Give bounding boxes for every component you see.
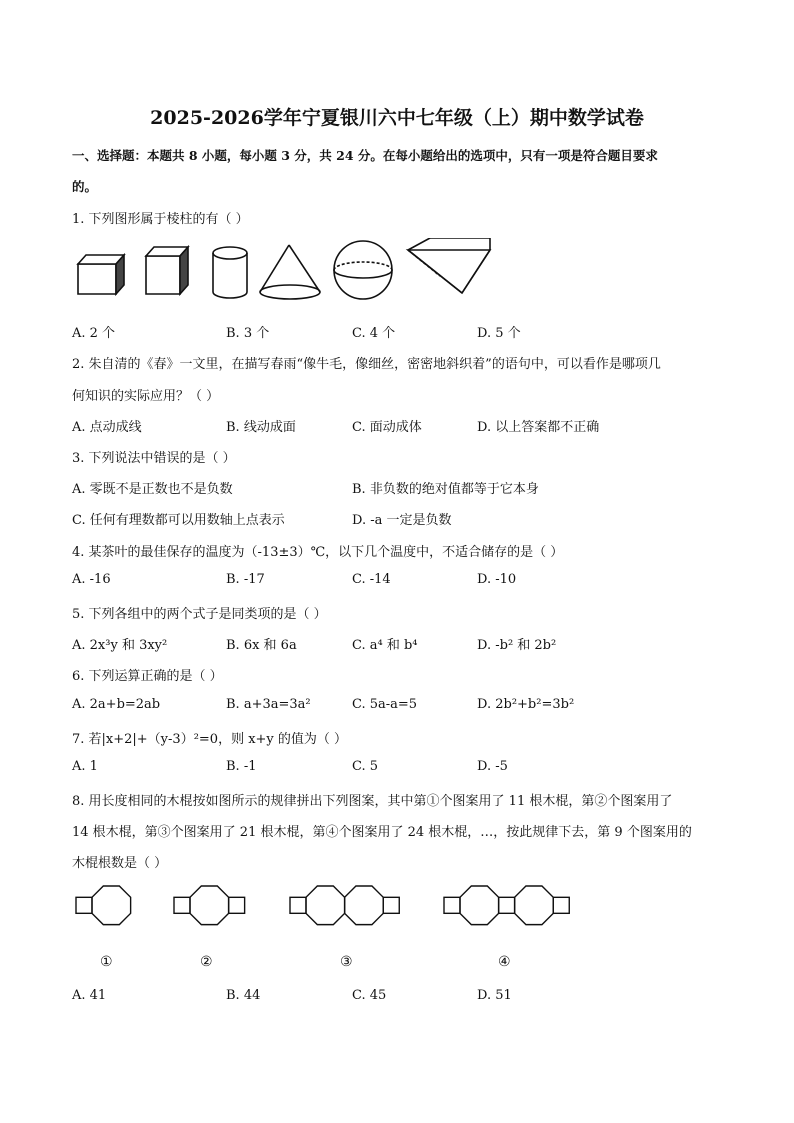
pattern4-octagon-1 bbox=[460, 886, 499, 925]
q3-option-a: A. 零既不是正数也不是负数 bbox=[72, 482, 233, 497]
pattern4-octagon-2 bbox=[515, 886, 554, 925]
q4-option-b: B. -17 bbox=[226, 572, 265, 587]
cuboid-icon bbox=[78, 255, 124, 294]
q4-option-c: C. -14 bbox=[352, 572, 391, 587]
question-7-stem: 7. 若|x+2|+（y-3）²=0，则 x+y 的值为（ ） bbox=[72, 732, 348, 747]
q6-option-c: C. 5a-a=5 bbox=[352, 697, 418, 712]
question-1-stem: 1. 下列图形属于棱柱的有（ ） bbox=[72, 212, 249, 227]
q8-option-c: C. 45 bbox=[352, 988, 387, 1003]
question-3-stem: 3. 下列说法中错误的是（ ） bbox=[72, 451, 236, 466]
q7-option-d: D. -5 bbox=[477, 759, 508, 774]
question-6-stem: 6. 下列运算正确的是（ ） bbox=[72, 669, 223, 684]
page-title: 2025-2026学年宁夏银川六中七年级（上）期中数学试卷 bbox=[150, 107, 644, 129]
q2-option-d: D. 以上答案都不正确 bbox=[477, 420, 600, 435]
q7-option-a: A. 1 bbox=[72, 759, 98, 774]
q3-option-c: C. 任何有理数都可以用数轴上点表示 bbox=[72, 513, 285, 528]
question-2-stem-line2: 何知识的实际应用？（ ） bbox=[72, 389, 220, 404]
question-4-stem: 4. 某茶叶的最佳保存的温度为（-13±3）℃，以下几个温度中，不适合储存的是（ ） bbox=[72, 545, 564, 560]
q6-option-d: D. 2b²+b²=3b² bbox=[477, 697, 575, 712]
cylinder-icon bbox=[213, 247, 247, 298]
pattern2-square-left bbox=[174, 897, 190, 913]
q2-option-a: A. 点动成线 bbox=[72, 420, 142, 435]
stick-pattern-figures bbox=[72, 884, 572, 936]
pattern3-square-left bbox=[290, 897, 306, 913]
triangular-prism-icon bbox=[408, 238, 490, 293]
q8-option-b: B. 44 bbox=[226, 988, 261, 1003]
pattern2-octagon bbox=[190, 886, 229, 925]
cone-icon bbox=[260, 245, 320, 299]
section-heading-line2: 的。 bbox=[72, 179, 98, 194]
question-2-stem-line1: 2. 朱自清的《春》一文里，在描写春雨“像牛毛，像细丝，密密地斜织着”的语句中，可以看作是哪项几 bbox=[72, 357, 661, 372]
q1-option-d: D. 5 个 bbox=[477, 326, 521, 341]
q2-option-b: B. 线动成面 bbox=[226, 420, 296, 435]
q3-option-d: D. -a 一定是负数 bbox=[352, 513, 452, 528]
pattern4-square-3 bbox=[553, 897, 569, 913]
q5-option-c: C. a⁴ 和 b⁴ bbox=[352, 638, 418, 653]
question-5-stem: 5. 下列各组中的两个式子是同类项的是（ ） bbox=[72, 607, 327, 622]
q5-option-b: B. 6x 和 6a bbox=[226, 638, 297, 653]
pattern4-square-1 bbox=[444, 897, 460, 913]
q4-option-d: D. -10 bbox=[477, 572, 517, 587]
pattern1-octagon bbox=[92, 886, 131, 925]
q2-option-c: C. 面动成体 bbox=[352, 420, 422, 435]
q4-option-a: A. -16 bbox=[72, 572, 111, 587]
q5-option-d: D. -b² 和 2b² bbox=[477, 638, 557, 653]
figure-label-4: ④ bbox=[498, 954, 511, 970]
cube-icon bbox=[146, 247, 188, 294]
question-8-stem-line1: 8. 用长度相同的木棍按如图所示的规律拼出下列图案，其中第①个图案用了 11 根木棍，第②个图案用了 bbox=[72, 794, 673, 809]
q6-option-a: A. 2a+b=2ab bbox=[72, 697, 161, 712]
q8-option-a: A. 41 bbox=[72, 988, 107, 1003]
pattern2-square-right bbox=[229, 897, 245, 913]
pattern3-octagon-2 bbox=[345, 886, 384, 925]
shape-figures bbox=[70, 238, 500, 304]
figure-label-2: ② bbox=[200, 954, 213, 970]
q1-option-a: A. 2 个 bbox=[72, 326, 116, 341]
question-8-stem-line2: 14 根木棍，第③个图案用了 21 根木棍，第④个图案用了 24 根木棍，…，按此规律下去，第 9 个图案用的 bbox=[72, 825, 692, 840]
pattern3-octagon-1 bbox=[306, 886, 345, 925]
q1-option-c: C. 4 个 bbox=[352, 326, 396, 341]
q3-option-b: B. 非负数的绝对值都等于它本身 bbox=[352, 482, 539, 497]
figure-label-3: ③ bbox=[340, 954, 353, 970]
q7-option-b: B. -1 bbox=[226, 759, 257, 774]
q7-option-c: C. 5 bbox=[352, 759, 379, 774]
q6-option-b: B. a+3a=3a² bbox=[226, 697, 311, 712]
section-heading-line1: 一、选择题：本题共 8 小题，每小题 3 分，共 24 分。在每小题给出的选项中，只有一项是符合题目要求 bbox=[72, 148, 658, 163]
pattern4-square-2 bbox=[499, 897, 515, 913]
q1-option-b: B. 3 个 bbox=[226, 326, 270, 341]
figure-label-1: ① bbox=[100, 954, 113, 970]
q8-option-d: D. 51 bbox=[477, 988, 512, 1003]
sphere-icon bbox=[334, 241, 392, 299]
q5-option-a: A. 2x³y 和 3xy² bbox=[72, 638, 168, 653]
pattern3-square-right bbox=[383, 897, 399, 913]
question-8-stem-line3: 木棍根数是（ ） bbox=[72, 856, 168, 871]
pattern1-square bbox=[76, 897, 92, 913]
